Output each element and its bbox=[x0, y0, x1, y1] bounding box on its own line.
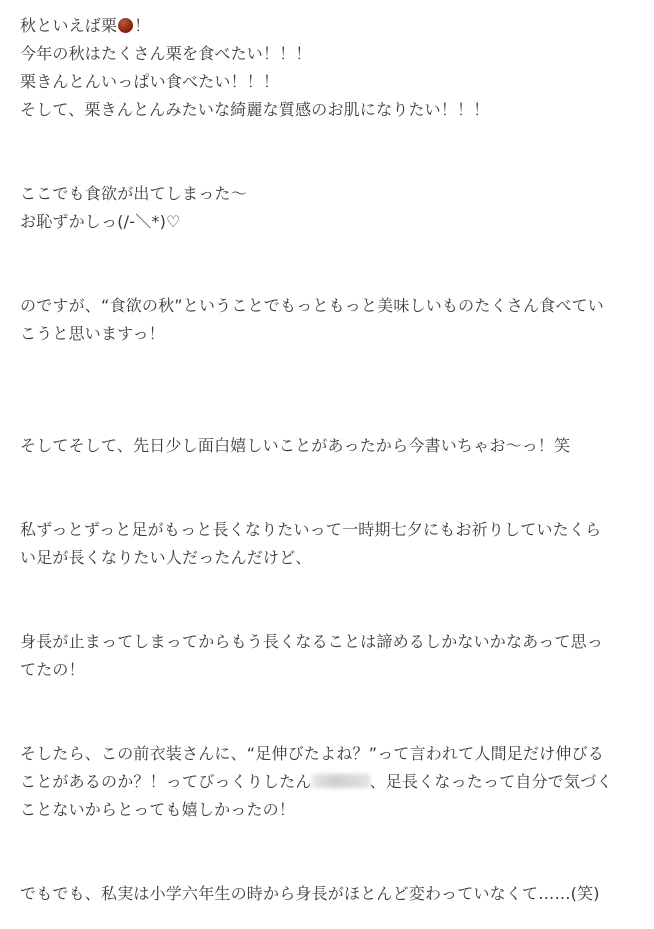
text-span: ！ bbox=[134, 16, 151, 35]
paragraph-spacer bbox=[20, 236, 640, 292]
text-line: でもでも、私実は小学六年生の時から身長がほとんど変わっていなくて……(笑) bbox=[20, 884, 600, 903]
paragraph-spacer bbox=[20, 572, 640, 628]
text-line: そしたら、この前衣装さんに、“足伸びたよね？”って言われて人間足だけ伸びる bbox=[20, 744, 604, 763]
text-line: のですが、“食欲の秋”ということでもっともっと美味しいものたくさん食べてい bbox=[20, 296, 604, 315]
paragraph-spacer bbox=[20, 824, 640, 880]
chestnut-emoji-icon bbox=[118, 18, 133, 33]
text-line: ここでも食欲が出てしまった〜 bbox=[20, 184, 247, 203]
text-line: 栗きんとんいっぱい食べたい！！！ bbox=[20, 72, 280, 91]
text-line: い足が長くなりたい人だったんだけど、 bbox=[20, 548, 312, 567]
paragraph-spacer bbox=[20, 348, 640, 404]
paragraph-spacer bbox=[20, 460, 640, 516]
text-line: こうと思いますっ！ bbox=[20, 324, 165, 343]
text-span: 秋といえば栗 bbox=[20, 16, 118, 35]
text-line bbox=[20, 768, 640, 796]
text-line: ことないからとっても嬉しかったの！ bbox=[20, 800, 296, 819]
text-line: 私ずっとずっと足がもっと長くなりたいって一時期七夕にもお祈りしていたくら bbox=[20, 520, 602, 539]
paragraph-spacer bbox=[20, 124, 640, 180]
text-line: お恥ずかしっ(/-＼*)♡ bbox=[20, 212, 181, 231]
paragraph-spacer bbox=[20, 684, 640, 740]
text-line: そしてそして、先日少し面白嬉しいことがあったから今書いちゃお〜っ！笑 bbox=[20, 436, 571, 455]
text-line: 身長が止まってしまってからもう長くなることは諦めるしかないかなあって思っ bbox=[20, 632, 604, 651]
text-span: 、足長くなったって自分で気づく bbox=[369, 772, 613, 791]
text-line: てたの！ bbox=[20, 660, 85, 679]
text-line bbox=[20, 12, 640, 40]
text-line: そして、栗きんとんみたいな綺麗な質感のお肌になりたい！！！ bbox=[20, 100, 490, 119]
text-line: 今年の秋はたくさん栗を食べたい！！！ bbox=[20, 44, 312, 63]
blog-article-body bbox=[20, 12, 640, 908]
paragraph-spacer bbox=[20, 404, 640, 432]
blurred-redaction bbox=[312, 774, 370, 788]
text-span: ことがあるのか？！ってびっくりしたん bbox=[20, 772, 312, 791]
